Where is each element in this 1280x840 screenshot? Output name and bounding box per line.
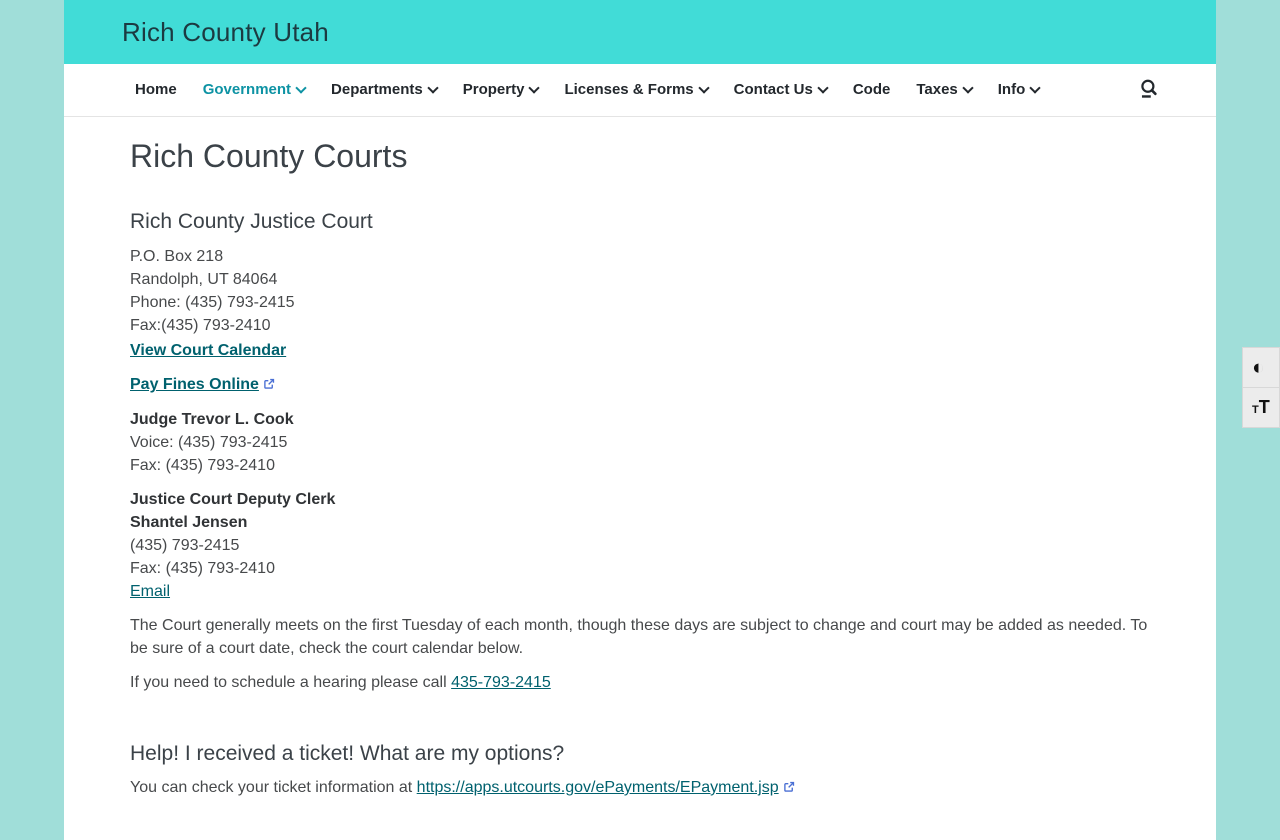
epayment-link[interactable]: https://apps.utcourts.gov/ePayments/EPayment.jsp [416, 779, 779, 796]
accessibility-widget [1242, 347, 1280, 428]
clerk-phone: (435) 793-2415 [130, 537, 240, 554]
judge-name: Judge Trevor L. Cook [130, 411, 294, 428]
ticket-info-text: You can check your ticket information at [130, 779, 417, 796]
chevron-down-icon [529, 82, 540, 93]
chevron-down-icon [962, 82, 973, 93]
chevron-down-icon [427, 82, 438, 93]
nav-item-departments[interactable] [318, 81, 450, 99]
judge-fax: Fax: (435) 793-2410 [130, 457, 275, 474]
nav-label: Licenses & Forms [564, 81, 694, 98]
nav-label: Taxes [916, 81, 958, 98]
address-line: Phone: (435) 793-2415 [130, 294, 295, 311]
address-line: Randolph, UT 84064 [130, 271, 278, 288]
address-line: Fax:(435) 793-2410 [130, 317, 271, 334]
nav-item-home[interactable] [122, 81, 190, 99]
chevron-down-icon [817, 82, 828, 93]
nav-label: Departments [331, 81, 423, 98]
justice-court-heading: Rich County Justice Court [130, 210, 373, 233]
ticket-info-paragraph [130, 776, 1150, 800]
nav-label: Code [852, 81, 891, 98]
hearing-phone-link[interactable]: 435-793-2415 [451, 674, 551, 691]
clerk-fax: Fax: (435) 793-2410 [130, 560, 275, 577]
nav-item-property[interactable] [450, 81, 552, 99]
hearing-paragraph [130, 671, 1150, 694]
font-size-toggle-icon: T T [1252, 397, 1270, 417]
main-content [64, 117, 1216, 840]
search-button[interactable] [1134, 74, 1164, 107]
pay-fines-online-link[interactable]: Pay Fines Online [130, 376, 259, 393]
nav-item-code[interactable] [840, 81, 904, 99]
nav-item-government[interactable] [190, 81, 318, 99]
page-title: Rich County Courts [130, 138, 408, 174]
nav-label: Contact Us [733, 81, 813, 98]
meeting-info-paragraph: The Court generally meets on the first Tuesday of each month, though these days are subject to change and court may be added as needed. To be sure of a court date, check the court calendar below. [130, 617, 1148, 657]
external-link-icon [263, 374, 275, 397]
view-court-calendar-link[interactable]: View Court Calendar [130, 342, 287, 359]
contrast-toggle-button[interactable] [1242, 347, 1280, 388]
nav-list [122, 81, 1052, 99]
address-line: P.O. Box 218 [130, 248, 224, 265]
nav-label: Property [462, 81, 525, 98]
nav-item-info[interactable] [985, 81, 1053, 99]
clerk-name: Shantel Jensen [130, 514, 248, 531]
nav-item-contact-us[interactable] [721, 81, 840, 99]
site-header [64, 0, 1216, 64]
site-title: Rich County Utah [122, 16, 329, 47]
ticket-help-heading: Help! I received a ticket! What are my options? [130, 742, 565, 765]
nav-label: Info [997, 81, 1026, 98]
main-nav [64, 64, 1216, 117]
search-icon [1138, 78, 1160, 103]
clerk-email-link[interactable]: Email [130, 583, 171, 600]
font-size-toggle-button[interactable] [1242, 387, 1280, 428]
page-wrapper [64, 0, 1216, 840]
chevron-down-icon [1030, 82, 1041, 93]
chevron-down-icon [698, 82, 709, 93]
judge-voice: Voice: (435) 793-2415 [130, 434, 288, 451]
clerk-title: Justice Court Deputy Clerk [130, 491, 336, 508]
nav-label: Home [135, 81, 177, 98]
nav-item-taxes[interactable] [903, 81, 984, 99]
external-link-icon [783, 777, 795, 800]
chevron-down-icon [295, 82, 306, 93]
nav-item-licenses-forms[interactable] [551, 81, 720, 99]
contrast-toggle-icon: ◐ [1252, 356, 1265, 379]
hearing-text: If you need to schedule a hearing please call [130, 674, 452, 691]
nav-label: Government [202, 81, 292, 98]
